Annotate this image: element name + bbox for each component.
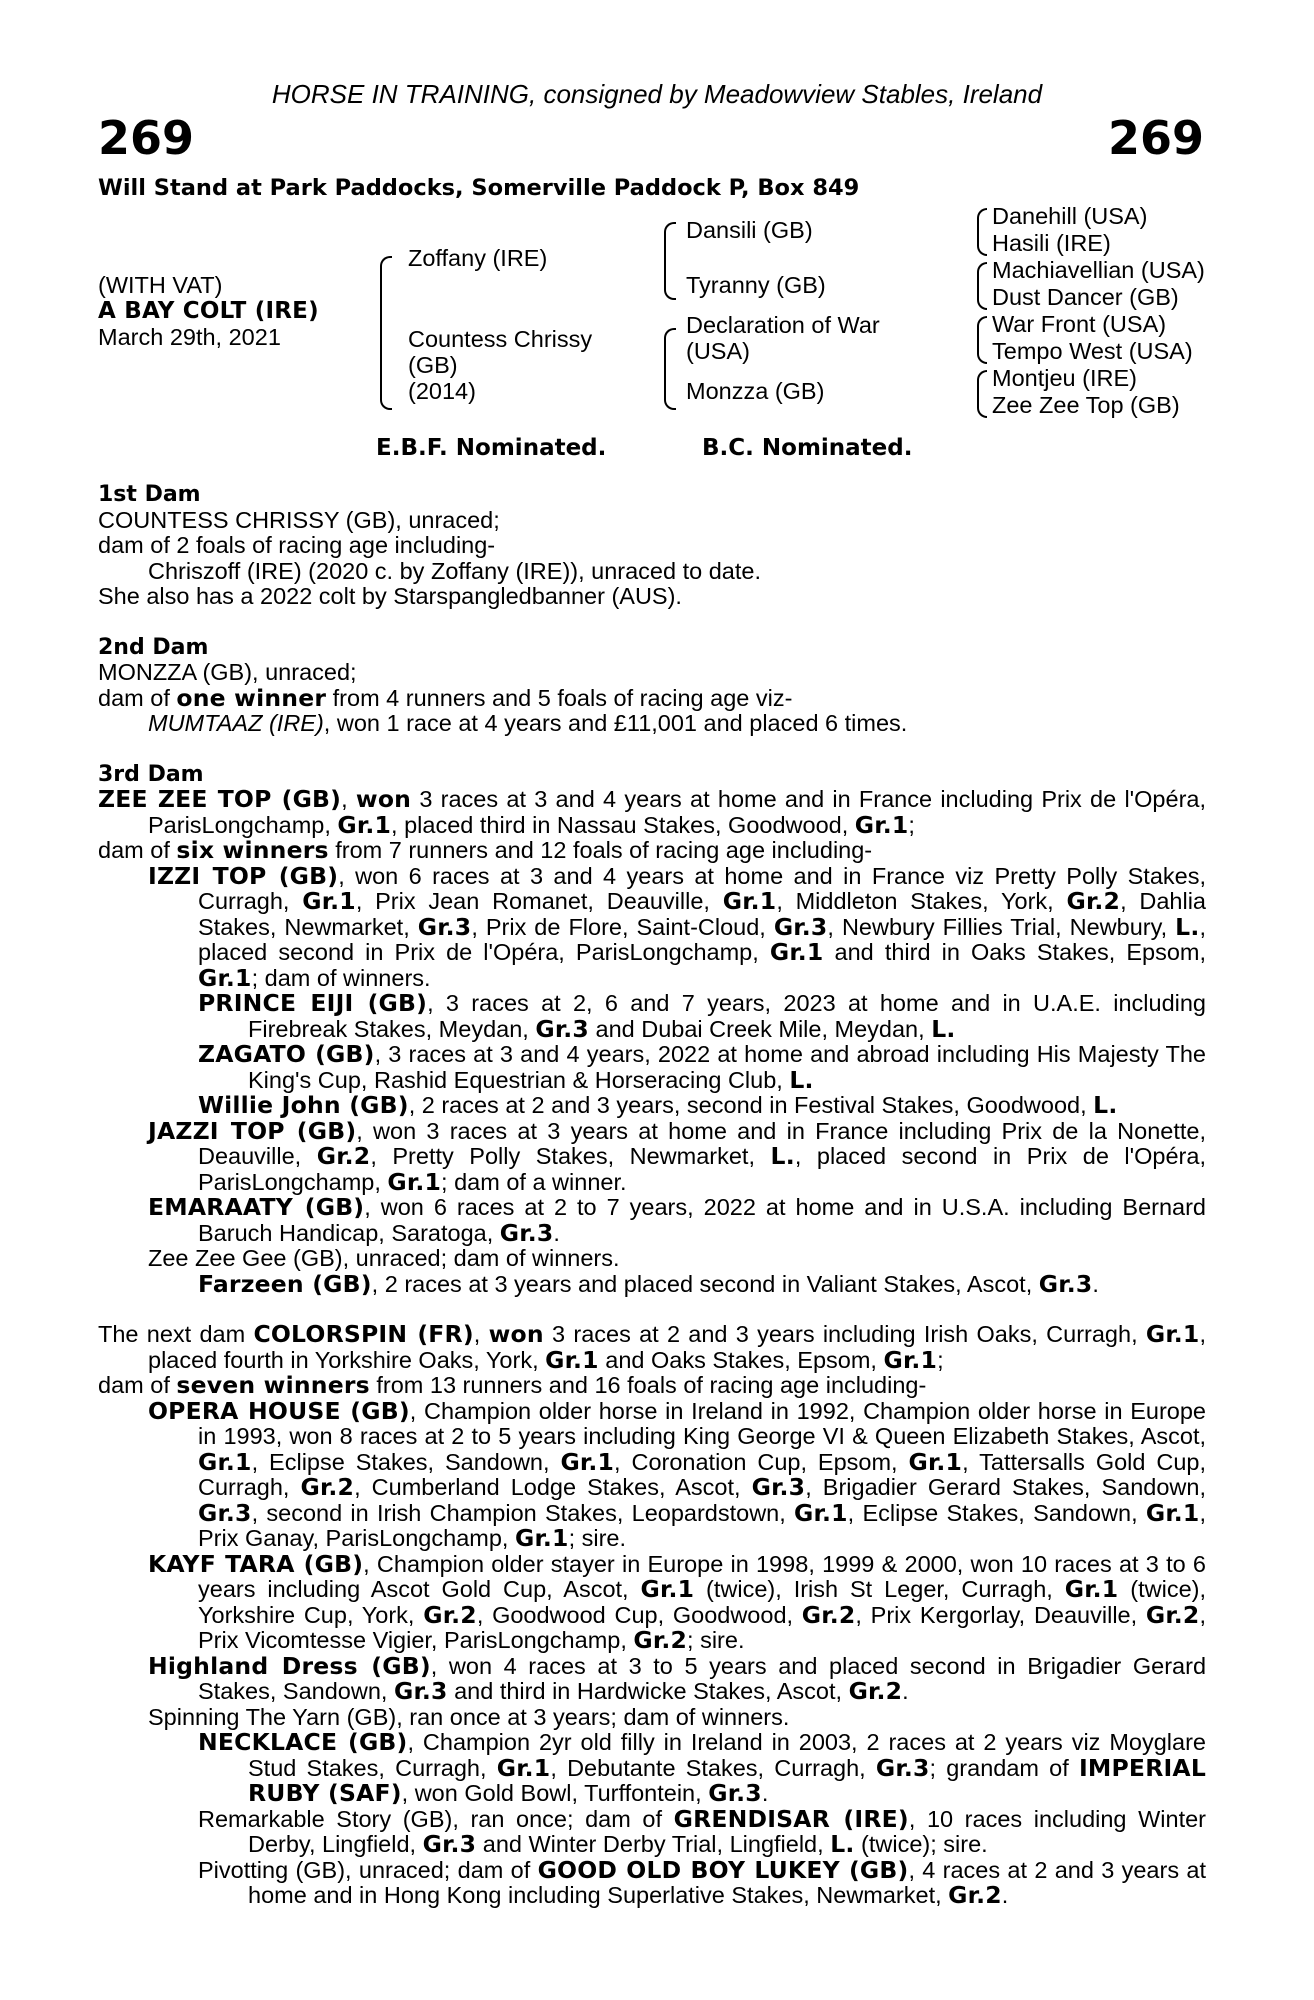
text-run: , won 6 races at 2 to 7 years, 2022 at home and in U.S.A. including Bernard Baruch Handicap, Saratoga, <box>198 1194 1207 1246</box>
bold-text-run: Gr.1 <box>496 1753 551 1782</box>
bold-text-run: Gr.1 <box>854 810 909 839</box>
progeny-entry <box>98 1246 1206 1272</box>
text-run: 3 races at 3 and 4 years at home and in France including Prix de l'Opéra, ParisLongchamp, <box>148 786 1206 838</box>
text-run: . <box>1092 1270 1099 1297</box>
text-run: from 7 runners and 12 foals of racing age including- <box>328 837 873 863</box>
bold-text-run: Gr.1 <box>908 1447 963 1476</box>
bold-text-run: Gr.3 <box>708 1779 762 1807</box>
bold-text-run: Gr.1 <box>302 887 356 915</box>
bold-text-run: Gr.1 <box>198 1447 252 1476</box>
bold-text-run: Gr.1 <box>337 810 392 839</box>
bold-text-run: NECKLACE (GB) <box>198 1728 408 1756</box>
second-dam-line: dam of one winner from 4 runners and 5 foals of racing age viz- <box>98 683 793 712</box>
bold-text-run: GOOD OLD BOY LUKEY (GB) <box>537 1855 909 1884</box>
bold-text-run: Gr.1 <box>722 887 777 915</box>
text-run: and Winter Derby Trial, Lingfield, <box>476 1831 831 1857</box>
bold-text-run: Gr.2 <box>423 1600 477 1629</box>
bold-text-run: Gr.2 <box>316 1142 371 1170</box>
bold-text-run: Gr.1 <box>1145 1320 1200 1348</box>
bold-text-run: Gr.2 <box>300 1473 355 1501</box>
text-run: ; dam of a winner. <box>441 1168 627 1195</box>
text-run: , Prix de Flore, Saint-Cloud, <box>471 913 774 940</box>
third-dam-heading: 3rd Dam <box>98 761 204 787</box>
brace-gen1 <box>380 256 392 410</box>
text-run: , Prix Vicomtesse Vigier, ParisLongchamp, <box>198 1601 1207 1653</box>
text-run: ; sire. <box>687 1627 745 1653</box>
text-run: , 2 races at 3 years and placed second in Valiant Stakes, Ascot, <box>371 1270 1039 1297</box>
bold-text-run: OPERA HOUSE (GB) <box>148 1396 410 1425</box>
text-run: , won Gold Bowl, Turffontein, <box>401 1780 709 1806</box>
bold-text-run: L. <box>931 1014 956 1043</box>
text-run: , placed second in Prix de l'Opéra, ParisLongchamp, <box>198 1143 1206 1195</box>
bold-text-run: Gr.1 <box>387 1167 442 1196</box>
text-run: ; dam of winners. <box>251 964 431 991</box>
bold-text-run: JAZZI TOP (GB) <box>148 1116 357 1145</box>
text-run: , Dahlia Stakes, Newmarket, <box>198 888 1206 940</box>
vat-note: (WITH VAT) <box>98 272 223 298</box>
horse-name: A BAY COLT (IRE) <box>98 298 319 324</box>
progeny-entry <box>98 1093 1206 1119</box>
progeny-entry <box>98 1651 1207 1705</box>
third-dam-para <box>98 838 1206 864</box>
progeny-entry <box>98 1116 1206 1196</box>
text-run: . <box>761 1780 769 1806</box>
bold-text-run: Gr.3 <box>422 1830 477 1858</box>
bold-text-run: L. <box>1175 912 1200 941</box>
text-run: , Prix Ganay, ParisLongchamp, <box>198 1499 1206 1551</box>
text-run: ; <box>937 1346 944 1373</box>
bold-text-run: six winners <box>176 836 329 864</box>
text-run: , <box>341 786 356 812</box>
progeny-entry <box>98 1195 1206 1246</box>
progeny-entry <box>98 1549 1207 1654</box>
stand-location: Will Stand at Park Paddocks, Somerville Paddock P, Box 849 <box>98 175 860 201</box>
next-dam-para <box>98 1373 1206 1399</box>
bold-text-run: ZEE ZEE TOP (GB) <box>98 785 342 813</box>
bold-text-run: PRINCE EIJI (GB) <box>198 989 428 1017</box>
lot-number-right: 269 <box>1107 111 1204 165</box>
brace-gen2-top <box>664 222 676 300</box>
text-run: , Coronation Cup, Epsom, <box>614 1448 909 1475</box>
bold-text-run: Gr.1 <box>514 1524 569 1552</box>
progeny-entry <box>98 1730 1206 1807</box>
first-dam-line: COUNTESS CHRISSY (GB), unraced; <box>98 506 500 533</box>
bold-text-run: Highland Dress (GB) <box>148 1651 431 1680</box>
text-run: , 4 races at 2 and 3 years at home and in Hong Kong including Superlative Stakes, Newmarket, <box>248 1856 1206 1908</box>
text-run: and third in Oaks Stakes, Epsom, <box>823 939 1206 965</box>
bold-text-run: Gr.3 <box>198 1498 252 1527</box>
bold-text-run: won <box>355 785 412 813</box>
text-run: , won 3 races at 3 years at home and in France including Prix de la Nonette, Deauville, <box>198 1117 1206 1169</box>
lot-number-left: 269 <box>98 111 195 165</box>
bold-text-run: Gr.3 <box>499 1218 554 1247</box>
text-run: , Pretty Polly Stakes, Newmarket, <box>370 1143 771 1169</box>
third-dam-para <box>98 787 1206 838</box>
text-run: , 3 races at 3 and 4 years, 2022 at home and abroad including His Majesty The King's Cup, Rashid Equestrian & Horseracing Club, <box>248 1041 1207 1093</box>
text-run: (twice); sire. <box>854 1831 988 1857</box>
text-run: Zee Zee Gee (GB), unraced; dam of winners. <box>148 1245 620 1271</box>
text-run: . <box>553 1219 560 1246</box>
ancestor-g8: Zee Zee Top (GB) <box>992 392 1180 418</box>
bold-text-run: Gr.3 <box>417 912 472 941</box>
bold-text-run: Gr.3 <box>773 912 828 941</box>
text-run: , Champion older horse in Ireland in 1992, Champion older horse in Europe in 1993, won 8 races at 2 to 5 years including King George VI & Queen Elizabeth Stakes, Ascot, <box>198 1397 1206 1449</box>
dam-sire-line1: Declaration of War <box>686 312 880 338</box>
text-run: , Prix Jean Romanet, Deauville, <box>355 888 723 914</box>
text-run: ; <box>908 811 915 838</box>
text-run: , Debutante Stakes, Curragh, <box>550 1754 876 1781</box>
bold-text-run: COLORSPIN (FR) <box>253 1320 474 1348</box>
text-run: , Tattersalls Gold Cup, Curragh, <box>198 1448 1207 1500</box>
bold-text-run: GRENDISAR (IRE) <box>673 1804 909 1833</box>
text-run: (twice), Yorkshire Cup, York, <box>198 1576 1207 1628</box>
dam-name-line2: (GB) <box>408 352 458 378</box>
first-dam-line: dam of 2 foals of racing age including- <box>98 532 496 558</box>
page-header: HORSE IN TRAINING, consigned by Meadowview Stables, Ireland <box>271 79 1043 109</box>
brace-gen3-1 <box>977 208 987 256</box>
text-run: , 2 races at 2 and 3 years, second in Festival Stakes, Goodwood, <box>408 1092 1094 1118</box>
text-run: , 3 races at 2, 6 and 7 years, 2023 at home and in U.A.E. including Firebreak Stakes, Meydan, <box>248 990 1207 1042</box>
bold-text-run: Gr.3 <box>875 1753 930 1782</box>
brace-gen3-3 <box>977 316 987 364</box>
text-run: The next dam <box>98 1321 254 1347</box>
ancestor-g4: Dust Dancer (GB) <box>992 284 1179 310</box>
text-run: . <box>1001 1882 1009 1908</box>
bold-text-run: won <box>488 1320 544 1348</box>
ancestor-g1: Danehill (USA) <box>992 203 1148 229</box>
text-run: and third in Hardwicke Stakes, Ascot, <box>447 1678 849 1704</box>
text-run: , placed fourth in Yorkshire Oaks, York, <box>148 1321 1206 1373</box>
text-run: ; sire. <box>568 1525 627 1551</box>
bold-text-run: Gr.2 <box>848 1677 903 1705</box>
bold-text-run: Gr.3 <box>1038 1269 1093 1298</box>
text-run: , <box>473 1321 489 1347</box>
text-run: Spinning The Yarn (GB), ran once at 3 years; dam of winners. <box>148 1703 790 1730</box>
brace-gen3-2 <box>977 262 987 310</box>
text-run: 3 races at 2 and 3 years including Irish Oaks, Curragh, <box>543 1321 1146 1347</box>
bold-text-run: ZAGATO (GB) <box>198 1040 375 1068</box>
text-run: , Brigadier Gerard Stakes, Sandown, <box>805 1474 1206 1500</box>
catalogue-body <box>98 482 1206 1909</box>
progeny-entry <box>98 1804 1206 1858</box>
dam-name-line1: Countess Chrissy <box>408 326 593 352</box>
bold-text-run: Gr.1 <box>1064 1575 1119 1603</box>
bold-text-run: IMPERIAL RUBY (SAF) <box>248 1753 1206 1807</box>
progeny-entry <box>98 1396 1207 1552</box>
text-run: , Prix Kergorlay, Deauville, <box>855 1601 1146 1628</box>
text-run: dam of <box>98 1372 177 1398</box>
bold-text-run: Gr.3 <box>535 1014 589 1043</box>
text-run: , Cumberland Lodge Stakes, Ascot, <box>354 1474 752 1500</box>
bold-text-run: Gr.1 <box>1145 1498 1200 1527</box>
text-run: , Eclipse Stakes, Sandown, <box>251 1448 561 1475</box>
text-run: (twice), Irish St Leger, Curragh, <box>694 1576 1065 1602</box>
bold-text-run: Gr.2 <box>948 1881 1002 1909</box>
sire-sire: Dansili (GB) <box>686 217 813 243</box>
text-run: Pivotting (GB), unraced; dam of <box>198 1856 538 1883</box>
bold-text-run: KAYF TARA (GB) <box>148 1549 364 1578</box>
bold-text-run: Gr.1 <box>640 1575 695 1603</box>
progeny-entry <box>98 991 1206 1042</box>
text-run: Remarkable Story (GB), ran once; dam of <box>198 1805 674 1832</box>
next-dam-para <box>98 1322 1206 1373</box>
bold-text-run: seven winners <box>176 1371 370 1399</box>
text-run: , placed third in Nassau Stakes, Goodwood, <box>391 811 855 838</box>
bold-text-run: Gr.2 <box>1145 1600 1200 1629</box>
text-run: , placed second in Prix de l'Opéra, ParisLongchamp, <box>198 913 1206 965</box>
text-run: dam of <box>98 837 177 863</box>
bold-text-run: Farzeen (GB) <box>198 1269 372 1298</box>
progeny-entry <box>98 861 1206 992</box>
bold-text-run: L. <box>770 1142 795 1170</box>
bold-text-run: Gr.1 <box>794 1498 848 1527</box>
text-run: , Champion 2yr old filly in Ireland in 2003, 2 races at 2 years viz Moyglare Stud Stakes, Curragh, <box>248 1729 1206 1781</box>
bold-text-run: Gr.1 <box>883 1345 938 1374</box>
bold-text-run: Gr.3 <box>751 1473 806 1501</box>
text-run: and Oaks Stakes, Epsom, <box>598 1346 884 1373</box>
progeny-entry <box>98 1042 1206 1093</box>
ancestor-g7: Montjeu (IRE) <box>992 365 1137 391</box>
text-run: , Newbury Fillies Trial, Newbury, <box>827 913 1176 940</box>
second-dam-line: MONZZA (GB), unraced; <box>98 659 357 685</box>
bold-text-run: Gr.1 <box>560 1447 615 1476</box>
progeny-entry <box>98 1855 1206 1909</box>
text-run: , won 6 races at 3 and 4 years at home and in France viz Pretty Polly Stakes, Curragh, <box>198 862 1206 914</box>
ancestor-g3: Machiavellian (USA) <box>992 257 1205 283</box>
dam-sire-line2: (USA) <box>686 338 750 364</box>
second-dam-heading: 2nd Dam <box>98 634 209 660</box>
brace-gen2-bottom <box>664 328 676 410</box>
progeny-entry <box>98 1705 1206 1731</box>
sire-name: Zoffany (IRE) <box>408 245 548 271</box>
bc-nomination: B.C. Nominated. <box>702 435 913 461</box>
bold-text-run: Willie John (GB) <box>198 1091 409 1119</box>
ancestor-g2: Hasili (IRE) <box>992 230 1111 256</box>
sire-dam: Tyranny (GB) <box>686 272 826 298</box>
text-run: , second in Irish Champion Stakes, Leopardstown, <box>251 1499 795 1526</box>
bold-text-run: L. <box>1093 1091 1118 1119</box>
bold-text-run: Gr.2 <box>801 1600 856 1629</box>
text-run: . <box>902 1678 909 1704</box>
bold-text-run: Gr.2 <box>633 1626 688 1654</box>
brace-gen3-4 <box>977 370 987 418</box>
bold-text-run: IZZI TOP (GB) <box>148 861 339 890</box>
foaled-date: March 29th, 2021 <box>98 324 281 350</box>
bold-text-run: Gr.1 <box>769 938 824 966</box>
text-run: from 13 runners and 16 foals of racing age including- <box>369 1372 927 1398</box>
text-run: , Goodwood Cup, Goodwood, <box>476 1601 802 1628</box>
text-run: ; grandam of <box>929 1754 1079 1781</box>
bold-text-run: Gr.1 <box>545 1345 599 1374</box>
ancestor-g6: Tempo West (USA) <box>992 338 1193 364</box>
ancestor-g5: War Front (USA) <box>992 311 1167 337</box>
second-dam-line: MUMTAAZ (IRE), won 1 race at 4 years and £11,001 and placed 6 times. <box>148 710 908 736</box>
first-dam-heading: 1st Dam <box>98 482 201 507</box>
text-run: , 10 races including Winter Derby, Lingfield, <box>248 1805 1206 1857</box>
progeny-entry <box>98 1269 1206 1298</box>
dam-year: (2014) <box>408 378 476 404</box>
bold-text-run: Gr.3 <box>393 1677 448 1705</box>
bold-text-run: L. <box>789 1065 814 1094</box>
text-run: , Eclipse Stakes, Sandown, <box>847 1499 1146 1526</box>
first-dam-line: Chriszoff (IRE) (2020 c. by Zoffany (IRE)), unraced to date. <box>148 557 761 584</box>
bold-text-run: L. <box>830 1830 855 1858</box>
text-run: and Dubai Creek Mile, Meydan, <box>588 1015 932 1042</box>
ebf-nomination: E.B.F. Nominated. <box>376 435 607 461</box>
first-dam-line: She also has a 2022 colt by Starspangledbanner (AUS). <box>98 583 682 609</box>
bold-text-run: Gr.2 <box>1066 887 1121 915</box>
text-run: , won 4 races at 3 to 5 years and placed second in Brigadier Gerard Stakes, Sandown, <box>198 1652 1207 1704</box>
text-run: , Middleton Stakes, York, <box>776 888 1067 914</box>
bold-text-run: Gr.1 <box>198 963 252 992</box>
bold-text-run: EMARAATY (GB) <box>148 1193 365 1221</box>
text-run: , Champion older stayer in Europe in 1998, 1999 & 2000, won 10 races at 3 to 6 years including Ascot Gold Cup, Ascot, <box>198 1550 1206 1602</box>
dam-dam: Monzza (GB) <box>686 378 825 404</box>
